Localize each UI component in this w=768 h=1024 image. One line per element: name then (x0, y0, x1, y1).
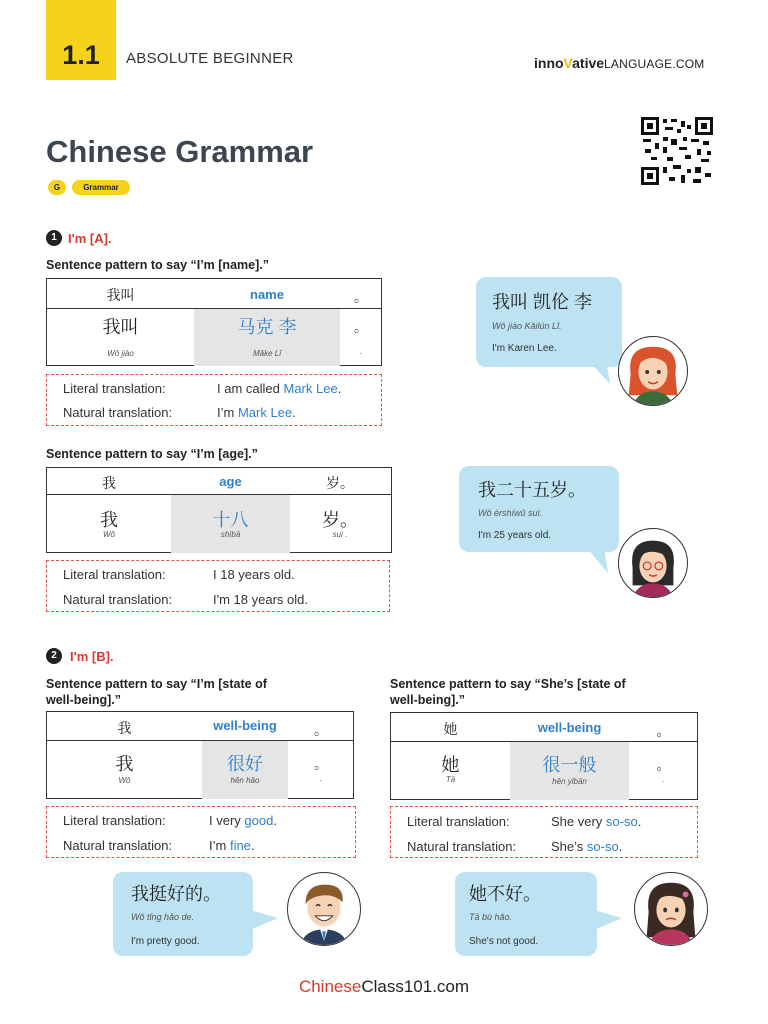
literal-value: She very so-so. (551, 814, 642, 829)
cell-zh: 她 (443, 721, 458, 737)
cell-zh: 她 (441, 755, 460, 775)
cell-pinyin: Wǒ (118, 776, 131, 785)
section-title: I'm [A]. (68, 231, 112, 246)
natural-label: Natural translation: (407, 839, 517, 854)
cell-answer: 十八 (212, 510, 249, 530)
cell-pinyin: . (359, 347, 363, 356)
literal-value: I 18 years old. (213, 567, 295, 582)
pattern-table (46, 711, 354, 799)
natural-value: She’s so-so. (551, 839, 623, 854)
cell-answer: 很好 (227, 754, 263, 774)
level-number: 1.1 (62, 40, 100, 70)
bubble-english: I'm pretty good. (131, 936, 200, 947)
man-avatar-icon (287, 872, 361, 946)
natural-label: Natural translation: (63, 405, 173, 420)
translation-box (46, 374, 382, 426)
footer-site: ChineseClass101.com (298, 977, 470, 996)
translation-box (390, 806, 698, 858)
literal-value: I am called Mark Lee. (217, 381, 342, 396)
natural-label: Natural translation: (63, 838, 173, 853)
bubble-english: I'm 25 years old. (478, 530, 552, 541)
literal-label: Literal translation: (407, 814, 510, 829)
natural-value: I'm 18 years old. (213, 592, 308, 607)
cell-punct: 。 (354, 319, 368, 335)
cell-pinyin: . (662, 775, 665, 784)
section-number: 2 (46, 648, 62, 664)
cell-answer: 很一般 (542, 755, 597, 775)
page-title: Chinese Grammar (46, 134, 314, 169)
cell-punct: 。 (354, 289, 368, 305)
cell-punct: 岁。 (326, 475, 354, 491)
tag-label: Grammar (72, 180, 130, 195)
cell-zh: 我 (102, 475, 116, 491)
cell-zh: 我叫 (106, 287, 135, 303)
natural-value: I’m Mark Lee. (217, 405, 296, 420)
bubble-tail (586, 547, 610, 575)
bubble-chinese: 我挺好的。 (131, 884, 221, 904)
natural-value: I’m fine. (209, 838, 255, 853)
speech-bubble (459, 466, 619, 552)
literal-label: Literal translation: (63, 813, 166, 828)
bubble-pinyin: Wǒ èrshíwǔ suì. (478, 508, 543, 518)
cell-pinyin: hěn yībān (552, 777, 587, 786)
cell-pinyin: Tā (445, 775, 456, 784)
speech-bubble (113, 872, 253, 956)
pattern-table (46, 467, 392, 553)
speech-bubble (476, 277, 622, 367)
bubble-pinyin: Wǒ tǐng hǎo de. (131, 912, 195, 922)
cell-punct: 。 (314, 756, 328, 772)
bubble-tail (588, 360, 612, 386)
bubble-english: I'm Karen Lee. (492, 343, 557, 354)
cell-slot: name (250, 287, 284, 302)
literal-label: Literal translation: (63, 567, 166, 582)
cell-pinyin: . (319, 774, 323, 783)
cell-punct: 。 (656, 723, 671, 739)
cell-pinyin: shíbā (220, 530, 241, 539)
cell-answer: 马克 李 (237, 317, 297, 337)
translation-box (46, 806, 356, 858)
qr-code (641, 117, 713, 185)
girl-avatar-icon (634, 872, 708, 946)
pattern-heading: Sentence pattern to say “I’m [state of well-being].” (46, 677, 267, 707)
woman-glasses-avatar-icon (618, 528, 688, 598)
bubble-english: She's not good. (469, 936, 539, 947)
cell-zh: 我 (115, 754, 134, 774)
cell-pinyin: Wǒ (103, 530, 115, 539)
pattern-table (390, 712, 698, 800)
cell-pinyin: Mǎke Lǐ (252, 349, 281, 358)
pattern-heading: Sentence pattern to say “She’s [state of well-being].” (390, 677, 626, 707)
natural-label: Natural translation: (63, 592, 173, 607)
cell-punct: 。 (656, 757, 671, 773)
brand-logo: innoVativeLANGUAGE.COM (534, 55, 705, 71)
cell-pinyin: Wǒ jiào (107, 349, 134, 358)
translation-box (46, 560, 390, 612)
cell-pinyin: suì . (332, 530, 348, 539)
pattern-heading: Sentence pattern to say “I’m [age].” (46, 447, 258, 461)
bubble-tail (594, 910, 624, 934)
level-name: ABSOLUTE BEGINNER (126, 50, 294, 67)
pattern-table (46, 278, 382, 366)
bubble-chinese: 我叫 凯伦 李 (492, 292, 593, 312)
speech-bubble (455, 872, 597, 956)
cell-slot: well-being (537, 720, 602, 735)
bubble-chinese: 我二十五岁。 (478, 480, 586, 500)
cell-pinyin: hěn hǎo (230, 776, 260, 785)
pattern-heading: Sentence pattern to say “I’m [name].” (46, 258, 269, 272)
cell-punct: 岁。 (322, 510, 358, 530)
bubble-chinese: 她不好。 (469, 884, 541, 904)
bubble-pinyin: Tā bù hǎo. (469, 912, 513, 922)
cell-zh: 我 (117, 720, 132, 736)
bubble-pinyin: Wǒ jiào Kǎilún Lǐ. (492, 321, 562, 331)
bubble-tail (250, 910, 280, 934)
cell-slot: age (219, 474, 242, 489)
literal-value: I very good. (209, 813, 277, 828)
cell-zh: 我叫 (102, 317, 139, 337)
woman-avatar-icon (618, 336, 688, 406)
section-title: I'm [B]. (70, 649, 114, 664)
literal-label: Literal translation: (63, 381, 166, 396)
section-number: 1 (46, 230, 62, 246)
cell-slot: well-being (213, 718, 277, 733)
cell-zh: 我 (100, 510, 118, 530)
tag-letter: G (48, 180, 66, 195)
cell-punct: 。 (314, 722, 328, 738)
